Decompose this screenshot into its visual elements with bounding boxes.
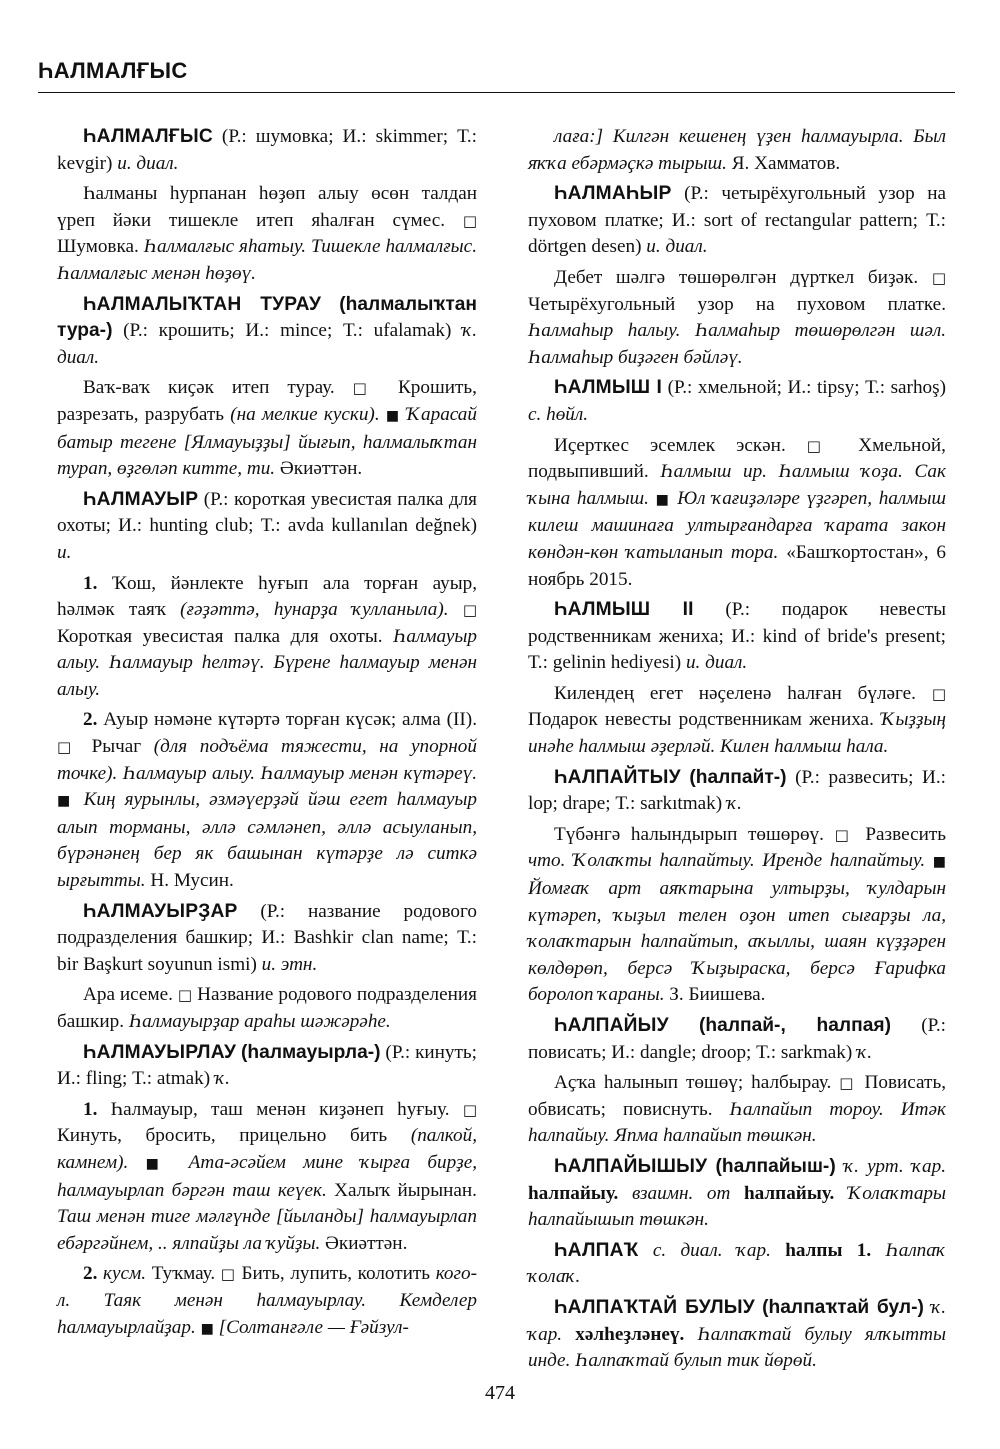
entry-headword-paragraph: ҺАЛПАЙТЫУ (һалпайт-) (Р.: развесить; И.: lop; drape; Т.: sarkıtmak) ҡ. (528, 766, 947, 815)
entry-body-paragraph: 1. Һалмауыр, таш менән киҙәнеп һуғыу. □ Кинуть, бросить, прицельно бить (палкой, камнем). ■ Ата-әсәйем мине ҡырға бирҙе, һалмауырлап бәргән таш кеүек. Халыҡ йырынан. Таш менән тиге мәлғүнде [йыланды] һалмауырлап ебәргәйнем, .. ялпайҙы ла ҡуйҙы. Әкиәттән. (57, 1098, 478, 1254)
entry-headword-paragraph: ҺАЛМЫШ II (Р.: подарок невесты родственникам жениха; И.: kind of bride's present; Т.: gelinin hediyesi) и. диал. (528, 599, 946, 674)
entry-body-paragraph: Дебет шәлгә төшөрөлгән дүрткел биҙәк. □ Четырёхугольный узор на пуховом платке. Һалмаһыр һалыу. Һалмаһыр төшөрөлгән шәл. Һалмаһыр биҙәген бәйләү. (528, 266, 946, 368)
entry-body-paragraph: Ваҡ-ваҡ киҫәк итеп турау. □ Крошить, разрезать, разрубать (на мелкие куски). ■ Ҡарасай батыр тегене [Ялмауыҙҙы] йығып, һалмалыҡтан турап, өҙгөләп китте, ти. Әкиәттән. (57, 377, 477, 480)
entry-headword-paragraph: ҺАЛМЫШ I (Р.: хмельной; И.: tipsy; Т.: sarhoş) с. һөйл. (528, 377, 946, 425)
entry-headword-paragraph: ҺАЛМАҺЫР (Р.: четырёхугольный узор на пуховом платке; И.: sort of rectangular pattern; Т.: dörtgen desen) и. диал. (528, 183, 946, 258)
left-column (57, 124, 477, 1346)
entry-body-paragraph: Ара исеме. □ Название родового подразделения башкир. Һалмауырҙар араһы шәжәрәһе. (57, 984, 477, 1032)
entry-body-paragraph: лаға:] Килгән кешенең үҙен һалмауырла. Был яҡҡа ебәрмәҫкә тырыш. Я. Хамматов. (528, 126, 946, 174)
entry-body-paragraph: 1. Ҡош, йәнлекте һуғып ала торған ауыр, һәлмәк таяҡ (ғәҙәттә, һунарҙа ҡулланыла). □ Короткая увесистая палка для охоты. Һалмауыр алыу. Һалмауыр һелтәү. Бүрене һалмауыр менән алыу. (57, 572, 477, 700)
entry-body-paragraph: Һалманы һурпанан һөҙөп алыу өсөн талдан үреп йәки тишекле итеп яһалған сүмес. □ Шумовка. Һалмалғыс яһатыу. Тишекле һалмалғыс. Һалмалғыс менән һөҙөү. (57, 183, 477, 284)
entry-headword-paragraph: ҺАЛПАҠ с. диал. ҡар. һалпы 1. Һалпаҡ ҡолаҡ. (528, 1239, 946, 1288)
entry-body-paragraph: Иҫерткес эсемлек эскән. □ Хмельной, подвыпивший. Һалмыш ир. Һалмыш ҡоҙа. Сак ҡына һалмыш. ■ Юл ҡағиҙәләре үҙгәреп, һалмыш килеш машинаға ултырғандарға ҡарата закон көндән-көн ҡатыланып тора. «Башҡортостан», 6 ноябрь 2015. (528, 434, 946, 590)
header-rule (38, 92, 955, 93)
entry-body-paragraph: Аҫҡа һалынып төшөү; һалбырау. □ Повисать, обвисать; повиснуть. Һалпайып тороу. Итәк һалпайыу. Япма һалпайып төшкән. (528, 1072, 946, 1147)
entry-headword-paragraph: ҺАЛМАУЫРЛАУ (һалмауырла-) (Р.: кинуть; И.: fling; Т.: atmak) ҡ. (57, 1041, 477, 1090)
entry-headword-paragraph: ҺАЛПАЙЫШЫУ (һалпайыш-) ҡ. урт. ҡар. һалпайыу. взаимн. от һалпайыу. Ҡолаҡтары һалпайышып төшкән. (528, 1155, 947, 1231)
entry-headword-paragraph: ҺАЛМАЛҒЫС (Р.: шумовка; И.: skimmer; Т.: kevgir) и. диал. (57, 126, 477, 174)
running-header: ҺАЛМАЛҒЫС (38, 58, 188, 83)
entry-body-paragraph: Килендең егет нәҫеленә һалған бүләге. □ Подарок невесты родственникам жениха. Ҡыҙҙың инәһе һалмыш әҙерләй. Килен һалмыш һала. (528, 682, 946, 758)
entry-headword-paragraph: ҺАЛПАҠТАЙ БУЛЫУ (һалпаҡтай бул-) ҡ. ҡар. хәлһеҙләнеү. Һалпаҡтай булыу ялҡытты инде. Һалпаҡтай булып тик йөрөй. (528, 1296, 947, 1372)
entry-body-paragraph: Түбәнгә һалындырып төшөрөү. □ Развесить что. Ҡолаҡты һалпайтыу. Иренде һалпайтыу. ■ Йомғаҡ арт аяҡтарына ултырҙы, ҡулдарын күтәреп, ҡыҙыл телен оҙон итеп сығарҙы ла, ҡолаҡтарын һалпайтып, аҡыллы, шаян күҙҙәрен көлдөрөп, берсә Ҡыҙыраска, берсә Ғарифка боролоп ҡараны. З. Биишева. (528, 823, 946, 1006)
entry-headword-paragraph: ҺАЛМАЛЫҠТАН ТУРАУ (һалмалыҡтан тура-) (Р.: крошить; И.: mince; Т.: ufalamak) ҡ. диал. (57, 293, 478, 368)
entry-headword-paragraph: ҺАЛМАУЫР (Р.: короткая увесистая палка для охоты; И.: hunting club; Т.: avda kullanılan değnek) и. (57, 488, 477, 563)
entry-body-paragraph: 2. Ауыр нәмәне күтәртә торған күсәк; алма (II). □ Рычаг (для подъёма тяжести, на упорной точке). Һалмауыр алыу. Һалмауыр менән күтәреү. ■ Киң яурынлы, әзмәүерҙәй йәш егет һалмауыр алып торманы, әллә сәмләнеп, әллә асыуланып, бүрәнәнең бер як башынан күтәрҙе лә ситкә ырғытты. Н. Мусин. (57, 709, 477, 892)
right-column (528, 124, 946, 1379)
entry-body-paragraph: 2. кусм. Туҡмау. □ Бить, лупить, колотить кого-л. Таяк менән һалмауырлау. Кемделер һалмауырлайҙар. ■ [Солтанғәле — Ғәйзул- (57, 1263, 477, 1338)
entry-headword-paragraph: ҺАЛМАУЫРҘАР (Р.: название родового подразделения башкир; И.: Bashkir clan name; Т.: bir Başkurt soyunun ismi) и. этн. (57, 900, 477, 975)
page-number: 474 (485, 1382, 515, 1404)
entry-headword-paragraph: ҺАЛПАЙЫУ (һалпай-, һалпая) (Р.: повисать; И.: dangle; droop; Т.: sarkmak) ҡ. (528, 1015, 946, 1063)
